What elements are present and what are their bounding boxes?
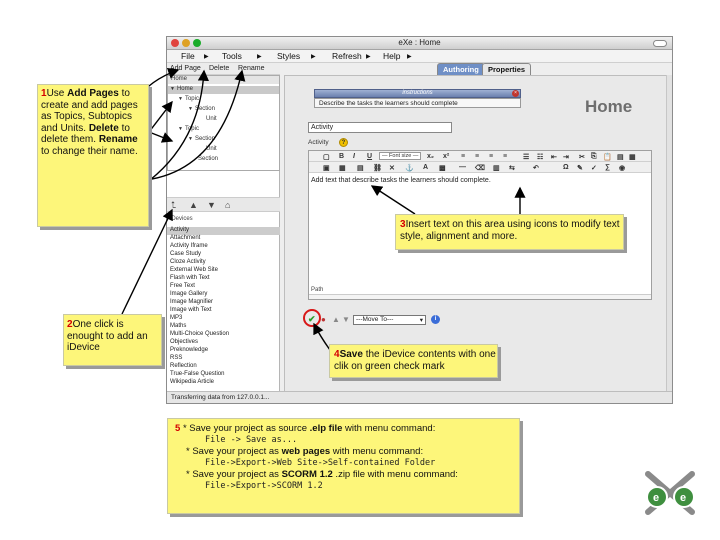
instructions-title: instructions ×	[314, 89, 521, 98]
numbered-list-icon[interactable]: ☷	[537, 154, 544, 161]
window-title: eXe : Home	[398, 38, 441, 47]
spellcheck-icon[interactable]: ✓	[591, 165, 597, 172]
delete-idevice-icon[interactable]: ●	[321, 315, 326, 324]
editor-path-label: Path	[311, 287, 324, 293]
idevice-item[interactable]: Image Magnifier	[170, 299, 214, 305]
node-move-toolbar	[167, 197, 280, 212]
unlink-icon[interactable]: ✕	[389, 165, 395, 172]
menu-help[interactable]: Help	[383, 51, 401, 61]
menu-file[interactable]: File	[181, 51, 195, 61]
idevice-item[interactable]: Image with Text	[170, 307, 212, 313]
superscript-icon[interactable]: x²	[443, 153, 450, 160]
menu-arrow-icon: ▶	[257, 54, 262, 60]
undo-icon[interactable]: ↶	[533, 165, 539, 172]
edit-style-icon[interactable]: ✎	[577, 165, 583, 172]
move-down-icon[interactable]: ▼	[207, 200, 216, 210]
activity-label: Activity	[308, 139, 329, 146]
idevice-item[interactable]: Flash with Text	[170, 275, 210, 281]
copy-icon[interactable]: ⎘	[591, 153, 597, 160]
callout-pages: 1Use Add Pages to create and add pages as Topics, Subtopics and Units. Delete to delete them. Rename to change their name.	[37, 84, 149, 227]
page-title: Home	[585, 97, 633, 116]
idevice-item[interactable]: Preknowledge	[170, 347, 209, 353]
add-page-button[interactable]: Add Page	[170, 65, 201, 72]
svg-text:e: e	[653, 492, 660, 504]
close-instructions-icon[interactable]: ×	[512, 90, 519, 97]
menu-bar	[167, 50, 672, 63]
idevice-list-header: iDevices	[170, 216, 193, 222]
tab-authoring[interactable]: Authoring	[437, 63, 485, 75]
insert-math-icon[interactable]: ∑	[605, 164, 610, 171]
outline-node[interactable]: ▼ Home	[168, 86, 279, 94]
callout-idevice: 2One click is enought to add an iDevice	[63, 314, 162, 366]
save-scorm-command: File->Export->SCORM 1.2	[205, 480, 323, 491]
paste-text-icon[interactable]: ▤	[617, 154, 624, 161]
exe-logo	[640, 468, 700, 518]
bold-icon[interactable]: B	[339, 153, 345, 160]
cleanup-icon[interactable]: ⌫	[475, 165, 485, 172]
idevice-item[interactable]: Multi-Choice Question	[170, 331, 230, 337]
idevice-item[interactable]: True-False Question	[170, 371, 225, 377]
menu-styles[interactable]: Styles	[277, 51, 301, 61]
outline-node[interactable]: ▼ Section	[188, 106, 215, 112]
cut-icon[interactable]: ✂	[579, 154, 585, 161]
activity-title-input[interactable]: Activity	[308, 122, 452, 133]
align-right-icon[interactable]: ≡	[489, 153, 494, 160]
outdent-icon[interactable]: ⇤	[551, 154, 557, 161]
title-bar	[167, 37, 672, 50]
text-color-icon[interactable]: A	[423, 164, 429, 171]
menu-refresh[interactable]: Refresh	[332, 51, 362, 61]
align-center-icon[interactable]: ≡	[475, 153, 480, 160]
table-icon[interactable]: ▦	[339, 165, 346, 172]
idevice-item[interactable]: Maths	[170, 323, 187, 329]
outline-node[interactable]: ▼ Topic	[178, 126, 199, 132]
info-icon[interactable]: i	[431, 315, 440, 324]
paste-word-icon[interactable]: ▦	[629, 154, 636, 161]
svg-text:e: e	[680, 492, 687, 504]
special-char-icon[interactable]: Ω	[563, 164, 569, 171]
callout-export	[167, 418, 520, 514]
idevice-item[interactable]: RSS	[170, 355, 183, 361]
idevice-item[interactable]: Wikipedia Article	[170, 379, 215, 385]
idevice-item[interactable]: Cloze Activity	[170, 259, 206, 265]
vertical-scrollbar[interactable]	[666, 75, 672, 393]
menu-arrow-icon: ▶	[311, 54, 316, 60]
idevice-item[interactable]: Reflection	[170, 363, 197, 369]
save-elp-command: File -> Save as...	[205, 434, 298, 445]
editor-toolbar-row-1	[309, 151, 651, 162]
delete-page-button[interactable]: Delete	[209, 65, 230, 72]
callout-editor: 3Insert text on this area using icons to modify text style, alignment and more.	[395, 214, 624, 250]
help-icon[interactable]: ?	[339, 138, 348, 147]
underline-icon[interactable]: U	[367, 153, 373, 160]
outline-toolbar	[167, 63, 280, 75]
save-elp-line: 5 * Save your project as source .elp file with menu command:	[175, 423, 436, 434]
tab-properties[interactable]: Properties	[482, 63, 531, 75]
outline-tree	[167, 75, 280, 171]
hr-icon[interactable]: ―	[459, 164, 466, 171]
media-icon[interactable]: ▤	[357, 165, 364, 172]
idevice-item[interactable]: Image Gallery	[170, 291, 208, 297]
background-color-icon[interactable]: ▩	[439, 165, 446, 172]
align-left-icon[interactable]: ≡	[461, 153, 466, 160]
home-icon[interactable]: ⌂	[225, 200, 231, 210]
new-document-icon[interactable]: ▢	[323, 154, 330, 161]
green-check-icon[interactable]: ✔	[308, 314, 316, 324]
outline-node[interactable]: ▼ Section	[188, 136, 215, 142]
instructions-text: Describe the tasks the learners should complete	[314, 98, 521, 108]
outline-header: Home	[168, 76, 279, 84]
expand-triangle-icon[interactable]: ▼	[188, 106, 193, 112]
expand-triangle-icon[interactable]: ▼	[170, 86, 175, 92]
outline-node[interactable]: Section	[198, 156, 219, 162]
editor-toolbar-row-2	[309, 162, 651, 173]
idevice-item[interactable]: Attachment	[170, 235, 201, 241]
expand-triangle-icon[interactable]: ▼	[188, 136, 193, 142]
idevice-item[interactable]: Objectives	[170, 339, 199, 345]
justify-icon[interactable]: ≡	[503, 153, 508, 160]
status-bar: Transferring data from 127.0.0.1...	[167, 391, 672, 403]
idevice-item[interactable]: External Web Site	[170, 267, 218, 273]
menu-arrow-icon: ▶	[407, 54, 412, 60]
outline-node[interactable]: ▼ Topic	[178, 96, 199, 102]
move-up-icon[interactable]: ▲	[189, 200, 198, 210]
visual-aid-icon[interactable]: ⇆	[509, 165, 515, 172]
idevice-list	[167, 213, 280, 393]
save-scorm-line: * Save your project as SCORM 1.2 .zip file with menu command:	[186, 469, 458, 480]
bullet-list-icon[interactable]: ☰	[523, 154, 530, 161]
paste-icon[interactable]: 📋	[603, 154, 612, 161]
idevice-item[interactable]: MP3	[170, 315, 183, 321]
promote-node-icon[interactable]: ⮤	[171, 200, 177, 210]
save-web-command: File->Export->Web Site->Self-contained Folder	[205, 457, 436, 468]
move-to-select[interactable]: ---Move To--- ▾	[353, 315, 426, 325]
rename-page-button[interactable]: Rename	[238, 65, 265, 72]
move-up-idevice-icon[interactable]: ▲	[332, 315, 340, 324]
idevice-item[interactable]: Free Text	[170, 283, 195, 289]
menu-tools[interactable]: Tools	[222, 51, 242, 61]
editor-content[interactable]: Add text that describe tasks the learners should complete.	[311, 177, 491, 184]
help-editor-icon[interactable]: ◉	[619, 165, 626, 172]
editor-resize-bar[interactable]	[309, 294, 651, 299]
outline-node[interactable]: Unit	[206, 116, 217, 122]
expand-triangle-icon[interactable]: ▼	[178, 126, 183, 132]
callout-save: 4Save the iDevice contents with one clik on green check mark	[329, 344, 498, 378]
expand-triangle-icon[interactable]: ▼	[178, 96, 183, 102]
font-size-select[interactable]: — Font size —	[379, 152, 421, 160]
outline-node[interactable]: Unit	[206, 146, 217, 152]
chevron-down-icon: ▾	[419, 317, 423, 324]
move-down-idevice-icon[interactable]: ▼	[342, 315, 350, 324]
left-panel	[167, 63, 280, 393]
idevice-item[interactable]: Activity Iframe	[170, 243, 208, 249]
menu-arrow-icon: ▶	[204, 54, 209, 60]
anchor-icon[interactable]: ⚓	[405, 165, 414, 172]
toolbar-toggle-icon[interactable]	[653, 40, 667, 47]
menu-arrow-icon: ▶	[366, 54, 371, 60]
subscript-icon[interactable]: x₂	[427, 153, 435, 160]
idevice-item[interactable]: Case Study	[170, 251, 202, 257]
save-web-line: * Save your project as web pages with menu command:	[186, 446, 424, 457]
source-code-icon[interactable]: ▥	[493, 165, 500, 172]
indent-icon[interactable]: ⇥	[563, 154, 569, 161]
image-icon[interactable]: ▣	[323, 165, 330, 172]
link-icon[interactable]: ⛓	[373, 165, 382, 172]
idevice-item[interactable]: Activity	[167, 227, 280, 235]
highlight-circle	[303, 309, 321, 327]
italic-icon[interactable]: I	[353, 153, 355, 160]
